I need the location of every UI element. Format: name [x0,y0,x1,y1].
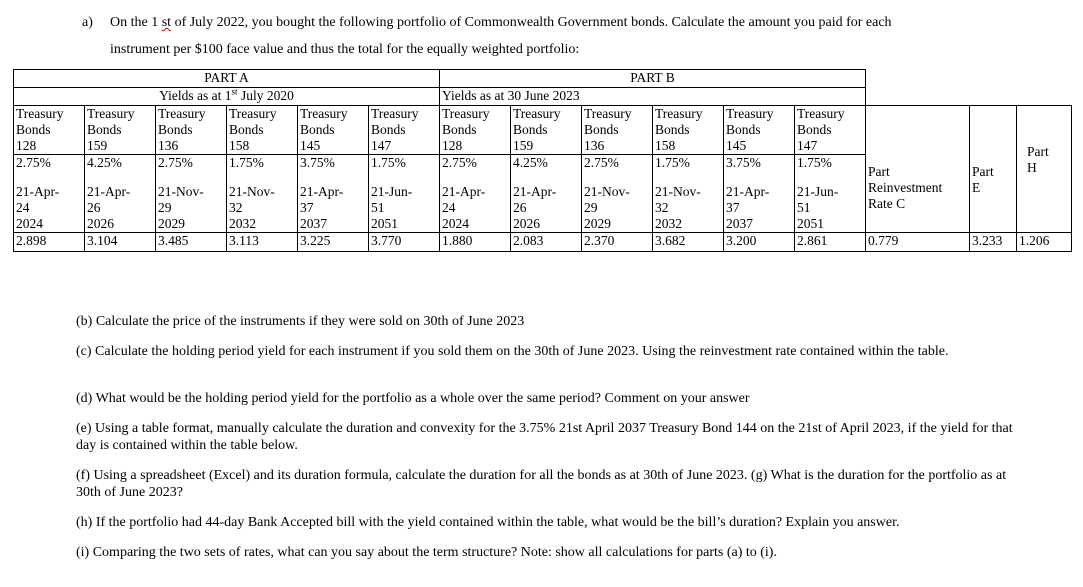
bond-cell: Treasury Bonds 145 3.75% 21-Apr- 37 2037 [724,106,795,233]
yields-b-header: Yields as at 30 June 2023 [440,88,866,106]
yield-value: 3.104 [85,233,156,252]
part-b-header: PART B [440,70,866,88]
part-c-header: Part Reinvestment Rate C [866,106,970,233]
yield-value: 3.200 [724,233,795,252]
question-c: (c) Calculate the holding period yield for each instrument if you sold them on the 30th of June 2023. Using the reinvestment rate contained within the table. [76,344,949,359]
question-a-line2: instrument per $100 face value and thus the total for the equally weighted portfolio: [110,42,580,57]
bond-cell: Treasury Bonds 159 4.25% 21-Apr- 26 2026 [511,106,582,233]
yield-value: 1.880 [440,233,511,252]
question-a-label: a) [82,15,93,30]
yield-value: 2.370 [582,233,653,252]
yield-value: 3.682 [653,233,724,252]
question-d: (d) What would be the holding period yield for the portfolio as a whole over the same period? Comment on your answer [76,391,750,406]
question-e: (e) Using a table format, manually calculate the duration and convexity for the 3.75% 21st April 2037 Treasury Bond 144 on the 21st of April 2023, if the yield for that day is contained within the table below. [76,421,1013,453]
yield-value: 3.770 [369,233,440,252]
bond-cell: Treasury Bonds 158 1.75% 21-Nov- 32 2032 [227,106,298,233]
spelling-flag: st [161,15,172,30]
bond-cell: Treasury Bonds 136 2.75% 21-Nov- 29 2029 [582,106,653,233]
bond-cell: Treasury Bonds 158 1.75% 21-Nov- 32 2032 [653,106,724,233]
part-h-header: Part H [1017,106,1072,233]
yield-value: 3.113 [227,233,298,252]
yields-a-header: Yields as at 1st July 2020 [14,88,440,106]
part-h-value: 1.206 [1017,233,1072,252]
question-h: (h) If the portfolio had 44-day Bank Accepted bill with the yield contained within the table, what would be the bill’s duration? Explain you answer. [76,515,900,530]
yield-value: 2.861 [795,233,866,252]
question-f-g: (f) Using a spreadsheet (Excel) and its duration formula, calculate the duration for all the bonds as at 30th of June 2023. (g) What is the duration for the portfolio as at 30th of June 2023? [76,468,1007,500]
question-a-line1: On the 1 st of July 2022, you bought the following portfolio of Commonwealth Government bonds. Calculate the amount you paid for each [110,15,892,30]
question-b: (b) Calculate the price of the instruments if they were sold on 30th of June 2023 [76,314,525,329]
bond-cell: Treasury Bonds 128 2.75% 21-Apr- 24 2024 [14,106,85,233]
part-a-header: PART A [14,70,440,88]
part-c-value: 0.779 [866,233,970,252]
yield-value: 3.485 [156,233,227,252]
part-e-value: 3.233 [970,233,1017,252]
bond-cell: Treasury Bonds 159 4.25% 21-Apr- 26 2026 [85,106,156,233]
part-e-header: Part E [970,106,1017,233]
yield-value: 2.898 [14,233,85,252]
bond-cell: Treasury Bonds 147 1.75% 21-Jun- 51 2051 [795,106,866,233]
bond-cell: Treasury Bonds 128 2.75% 21-Apr- 24 2024 [440,106,511,233]
bond-table [13,69,1072,252]
bond-cell: Treasury Bonds 147 1.75% 21-Jun- 51 2051 [369,106,440,233]
yield-value: 2.083 [511,233,582,252]
bond-cell: Treasury Bonds 136 2.75% 21-Nov- 29 2029 [156,106,227,233]
bond-cell: Treasury Bonds 145 3.75% 21-Apr- 37 2037 [298,106,369,233]
yield-value: 3.225 [298,233,369,252]
question-i: (i) Comparing the two sets of rates, what can you say about the term structure? Note: show all calculations for parts (a) to (i). [76,545,777,560]
